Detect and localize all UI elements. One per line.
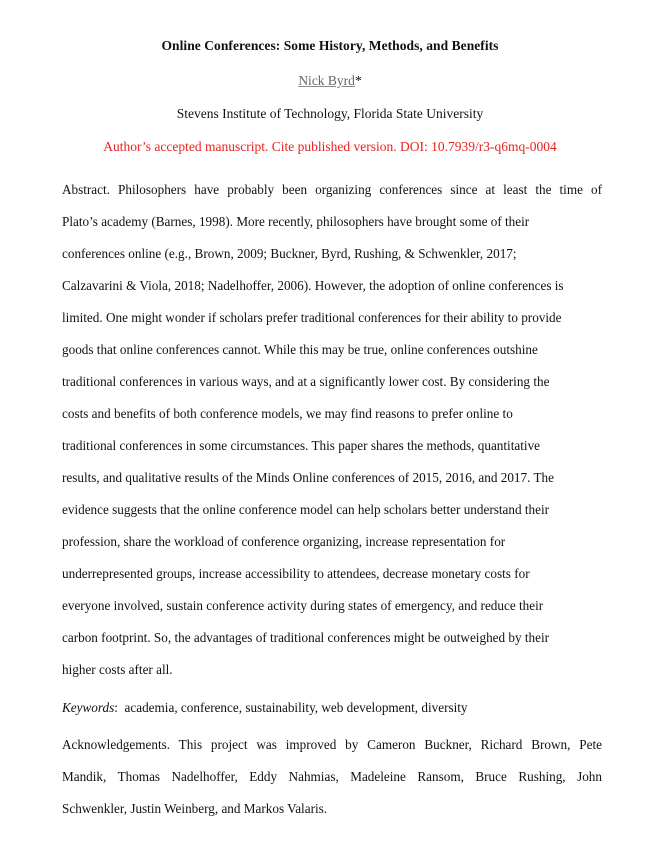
keywords-separator: : (114, 700, 118, 715)
abstract-line: Calzavarini & Viola, 2018; Nadelhoffer, 2006). However, the adoption of online conferences is (62, 278, 564, 293)
paper-title: Online Conferences: Some History, Methods, and Benefits (161, 38, 499, 53)
abstract-line: results, and qualitative results of the Minds Online conferences of 2015, 2016, and 2017. The (62, 470, 554, 485)
author-line (0, 73, 660, 89)
abstract-line: costs and benefits of both conference models, we may find reasons to prefer online to (62, 406, 513, 421)
abstract-line: underrepresented groups, increase accessibility to attendees, decrease monetary costs for (62, 566, 530, 581)
abstract-line: goods that online conferences cannot. While this may be true, online conferences outshine (62, 342, 538, 357)
abstract-line: higher costs after all. (62, 662, 173, 677)
keywords-line (62, 700, 607, 716)
keywords-text: academia, conference, sustainability, web development, diversity (124, 700, 468, 715)
abstract-line: Plato’s academy (Barnes, 1998). More recently, philosophers have brought some of their (62, 214, 530, 229)
keywords-label: Keywords (62, 700, 115, 715)
abstract-line: traditional conferences in some circumstances. This paper shares the methods, quantitative (62, 438, 541, 453)
abstract-paragraph (62, 182, 602, 694)
abstract-line: carbon footprint. So, the advantages of traditional conferences might be outweighed by their (62, 630, 550, 645)
author-name-link[interactable]: Nick Byrd (298, 73, 355, 88)
acknowledgements-paragraph (62, 737, 602, 833)
abstract-line: limited. One might wonder if scholars prefer traditional conferences for their ability to provide (62, 310, 562, 325)
abstract-line: Abstract. Philosophers have probably been organizing conferences since at least the time of (62, 182, 602, 197)
abstract-line: conferences online (e.g., Brown, 2009; Buckner, Byrd, Rushing, & Schwenkler, 2017; (62, 246, 517, 261)
abstract-line: evidence suggests that the online conference model can help scholars better understand their (62, 502, 550, 517)
manuscript-notice: Author’s accepted manuscript. Cite published version. DOI: 10.7939/r3-q6mq-0004 (103, 139, 557, 154)
abstract-line: profession, share the workload of conference organizing, increase representation for (62, 534, 506, 549)
acknowledgements-line: Acknowledgements. This project was improved by Cameron Buckner, Richard Brown, Pete (62, 737, 602, 752)
acknowledgements-line: Mandik, Thomas Nadelhoffer, Eddy Nahmias, Madeleine Ransom, Bruce Rushing, John (62, 769, 602, 784)
author-footnote-marker: * (354, 73, 362, 88)
abstract-line: everyone involved, sustain conference activity during states of emergency, and reduce their (62, 598, 544, 613)
author-affiliation: Stevens Institute of Technology, Florida State University (176, 106, 484, 121)
abstract-line: traditional conferences in various ways, and at a significantly lower cost. By considering the (62, 374, 550, 389)
acknowledgements-line: Schwenkler, Justin Weinberg, and Markos Valaris. (62, 801, 328, 816)
